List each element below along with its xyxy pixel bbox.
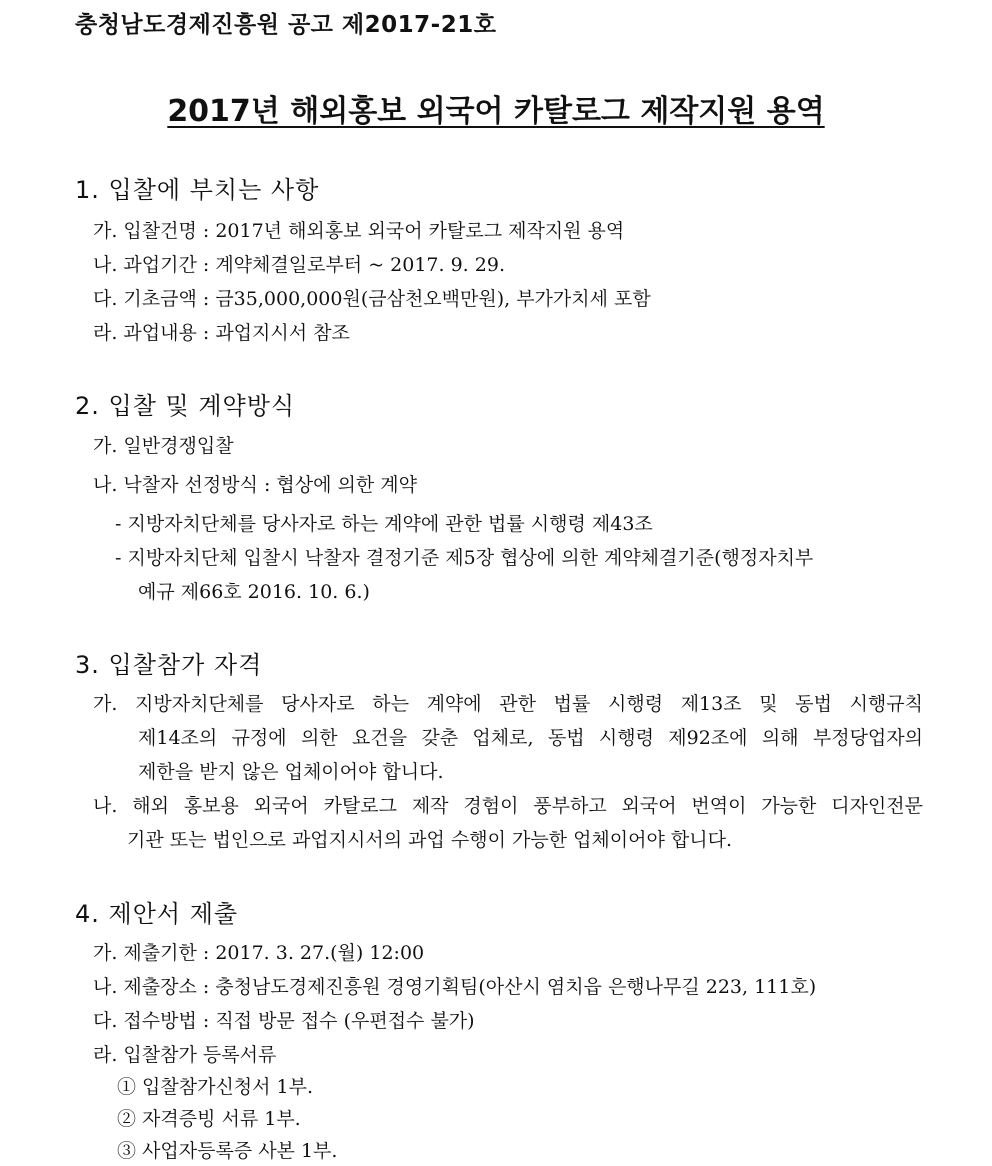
section-4-item: 가. 제출기한 : 2017. 3. 27.(월) 12:00 [93,942,425,964]
section-4-item: 다. 접수방법 : 직접 방문 접수 (우편접수 불가) [93,1010,475,1032]
section-3-item: 가. 지방자치단체를 당사자로 하는 계약에 관한 법률 시행령 제13조 및 동법 시행규칙 [93,693,923,715]
section-4-item: 라. 입찰참가 등록서류 [93,1044,277,1066]
notice-number: 충청남도경제진흥원 공고 제2017-21호 [75,12,497,38]
section-1-item: 나. 과업기간 : 계약체결일로부터 ~ 2017. 9. 29. [93,254,505,276]
section-1-heading: 1. 입찰에 부치는 사항 [75,176,320,204]
section-3-item-continued: 기관 또는 법인으로 과업지시서의 과업 수행이 가능한 업체이어야 합니다. [127,829,732,851]
section-4-document-item: ③ 사업자등록증 사본 1부. [117,1140,338,1162]
section-2-subitem: - 지방자치단체를 당사자로 하는 계약에 관한 법률 시행령 제43조 [115,513,653,535]
section-4-item: 나. 제출장소 : 충청남도경제진흥원 경영기획팀(아산시 염치읍 은행나무길 223, 111호) [93,976,817,998]
document-title-text: 2017년 해외홍보 외국어 카탈로그 제작지원 용역 [167,94,825,129]
document-title [0,86,992,130]
section-3-item: 나. 해외 홍보용 외국어 카탈로그 제작 경험이 풍부하고 외국어 번역이 가능한 디자인전문 [93,795,923,817]
section-3-item-continued: 제한을 받지 않은 업체이어야 합니다. [138,761,444,783]
section-3-heading: 3. 입찰참가 자격 [75,651,263,679]
section-4-document-item: ① 입찰참가신청서 1부. [117,1076,314,1098]
section-1-item: 라. 과업내용 : 과업지시서 참조 [93,322,350,344]
section-2-subitem-continued: 예규 제66호 2016. 10. 6.) [138,581,370,603]
section-3-item-continued: 제14조의 규정에 의한 요건을 갖춘 업체로, 동법 시행령 제92조에 의해 부정당업자의 [138,727,923,749]
section-2-subitem: - 지방자치단체 입찰시 낙찰자 결정기준 제5장 협상에 의한 계약체결기준(행정자치부 [115,547,814,569]
section-1-item: 가. 입찰건명 : 2017년 해외홍보 외국어 카탈로그 제작지원 용역 [93,220,625,242]
section-2-item: 나. 낙찰자 선정방식 : 협상에 의한 계약 [93,474,417,496]
section-4-document-item: ② 자격증빙 서류 1부. [117,1108,301,1130]
section-2-item: 가. 일반경쟁입찰 [93,435,234,457]
section-1-item: 다. 기초금액 : 금35,000,000원(금삼천오백만원), 부가가치세 포함 [93,288,651,310]
section-2-heading: 2. 입찰 및 계약방식 [75,392,296,420]
section-4-heading: 4. 제안서 제출 [75,900,239,928]
